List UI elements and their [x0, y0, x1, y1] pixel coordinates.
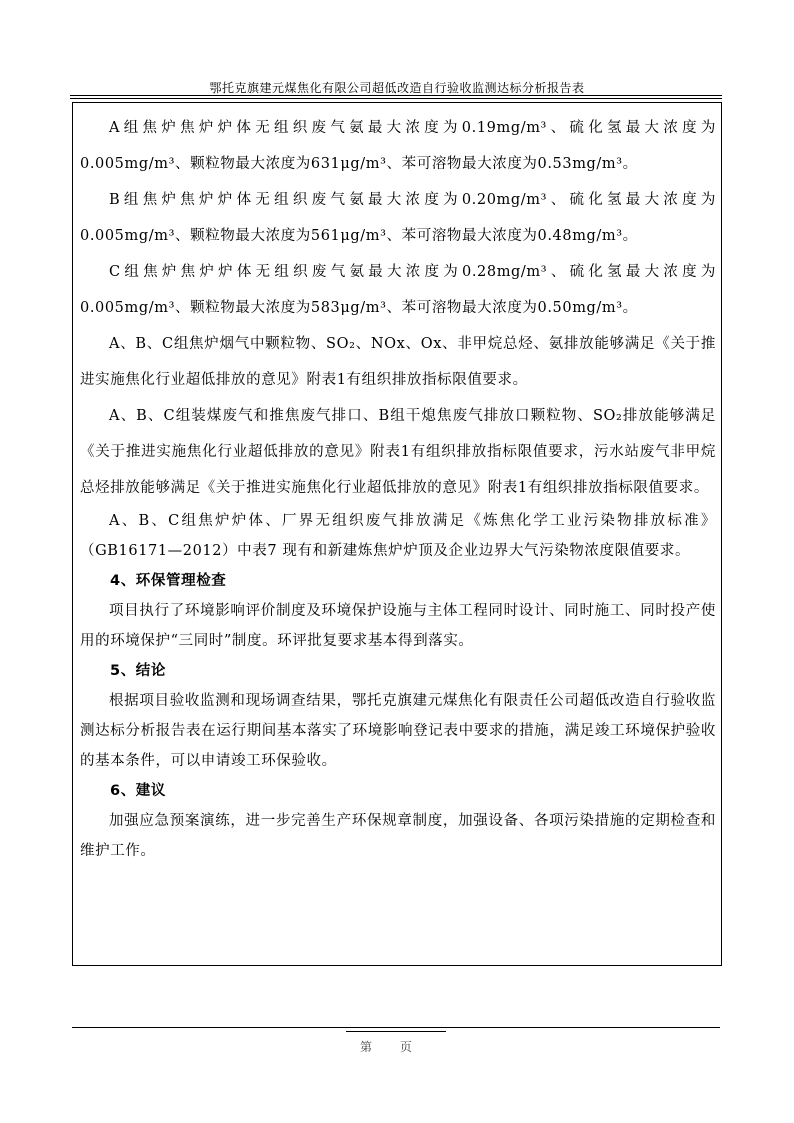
section-4-heading: 4、环保管理检查: [110, 573, 227, 589]
page-number: 第 页: [360, 1040, 424, 1054]
header-rule-thin: [70, 98, 722, 99]
document-body: [80, 110, 716, 866]
running-header: 鄂托克旗建元煤焦化有限公司超低改造自行验收监测达标分析报告表: [209, 81, 585, 95]
section-6-heading: 6、建议: [110, 783, 166, 799]
paragraph-group-b: B组焦炉焦炉炉体无组织废气氨最大浓度为0.20mg/m³、硫化氢最大浓度为0.005mg/m³、颗粒物最大浓度为561μg/m³、苯可溶物最大浓度为0.48mg/m³。: [80, 192, 716, 244]
paragraph-exhaust-outlets: A、B、C组装煤废气和推焦废气排口、B组干熄焦废气排放口颗粒物、SO₂排放能够满足《关于推进实施焦化行业超低排放的意见》附表1有组织排放指标限值要求，污水站废气非甲烷总烃排放能够满足《关于推进实施焦化行业超低排放的意见》附表1有组织排放指标限值要求。: [80, 408, 716, 496]
footer-short-rule: [346, 1031, 446, 1032]
section-5-text: 根据项目验收监测和现场调查结果，鄂托克旗建元煤焦化有限责任公司超低改造自行验收监测达标分析报告表在运行期间基本落实了环境影响登记表中要求的措施，满足竣工环境保护验收的基本条件，可以申请竣工环保验收。: [80, 693, 716, 769]
paragraph-group-a: A组焦炉焦炉炉体无组织废气氨最大浓度为0.19mg/m³、硫化氢最大浓度为0.005mg/m³、颗粒物最大浓度为631μg/m³、苯可溶物最大浓度为0.53mg/m³。: [80, 120, 716, 172]
section-4-text: 项目执行了环境影响评价制度及环境保护设施与主体工程同时设计、同时施工、同时投产使用的环境保护“三同时”制度。环评批复要求基本得到落实。: [80, 603, 716, 649]
section-6-text: 加强应急预案演练，进一步完善生产环保规章制度，加强设备、各项污染措施的定期检查和维护工作。: [80, 813, 716, 859]
paragraph-fugitive-emissions: A、B、C组焦炉炉体、厂界无组织废气排放满足《炼焦化学工业污染物排放标准》（GB16171—2012）中表7 现有和新建炼焦炉炉顶及企业边界大气污染物浓度限值要求。: [80, 513, 716, 559]
section-5-heading: 5、结论: [110, 663, 166, 679]
paragraph-flue-gas: A、B、C组焦炉烟气中颗粒物、SO₂、NOx、Ox、非甲烷总烃、氨排放能够满足《关于推进实施焦化行业超低排放的意见》附表1有组织排放指标限值要求。: [80, 336, 716, 388]
footer-rule: [72, 1027, 720, 1028]
header-rule: [70, 95, 722, 96]
paragraph-group-c: C组焦炉焦炉炉体无组织废气氨最大浓度为0.28mg/m³、硫化氢最大浓度为0.005mg/m³、颗粒物最大浓度为583μg/m³、苯可溶物最大浓度为0.50mg/m³。: [80, 264, 716, 316]
